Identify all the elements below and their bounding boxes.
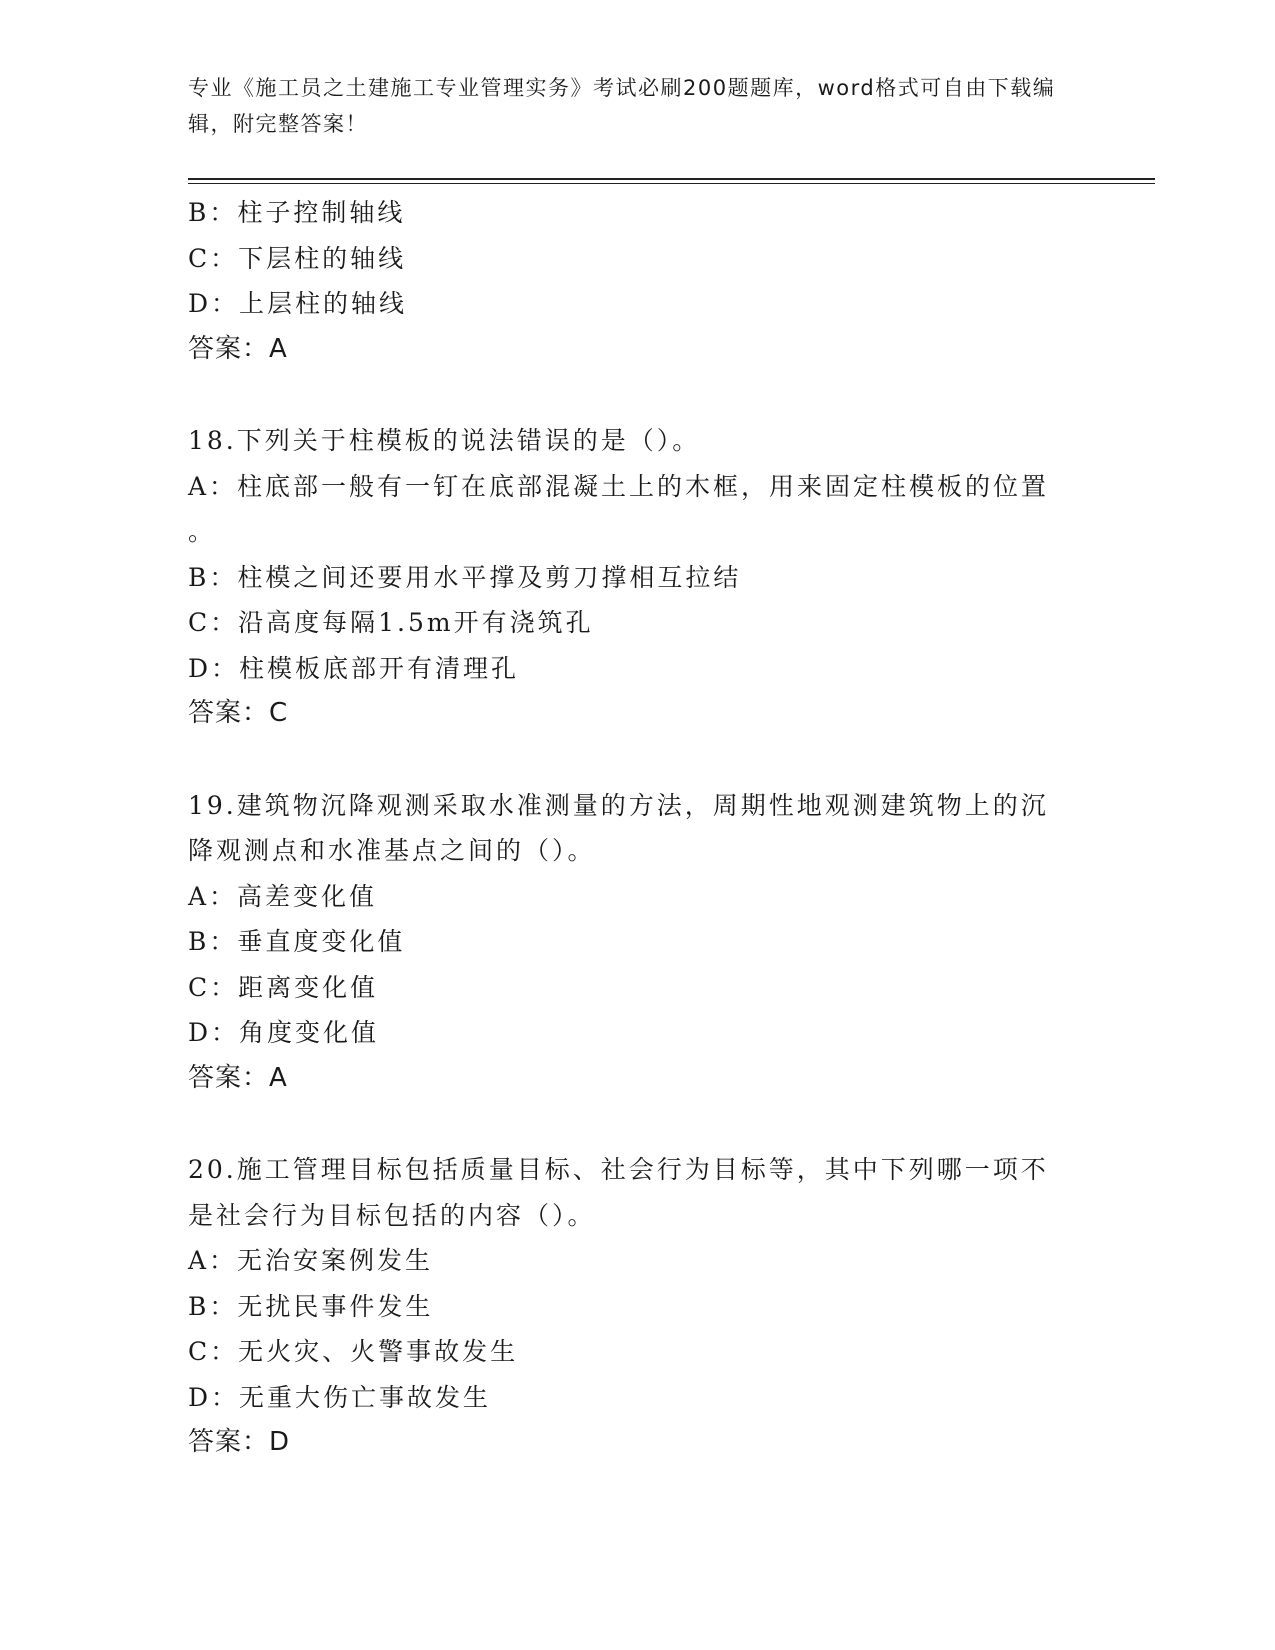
option-d: D：无重大伤亡事故发生 — [188, 1382, 492, 1412]
option-a: A：无治安案例发生 — [188, 1246, 434, 1275]
option-a: A：高差变化值 — [188, 881, 378, 911]
header-rule-thick — [188, 178, 1155, 180]
option-b: B：柱子控制轴线 — [188, 198, 406, 227]
header-rule-thin — [188, 183, 1155, 184]
option-c: C：下层柱的轴线 — [188, 243, 407, 273]
partial-question — [188, 190, 1088, 372]
document-body — [188, 190, 1088, 1466]
document-header — [188, 70, 1068, 142]
option-b: B：柱模之间还要用水平撑及剪刀撑相互拉结 — [188, 562, 742, 592]
question-stem-line-2: 是社会行为目标包括的内容（）。 — [188, 1200, 596, 1230]
question-stem-line-2: 降观测点和水准基点之间的（）。 — [188, 836, 596, 865]
answer-line: 答案：C — [188, 698, 289, 728]
question-20 — [188, 1147, 1088, 1466]
option-d: D：上层柱的轴线 — [188, 289, 408, 318]
option-b: B：垂直度变化值 — [188, 927, 406, 956]
answer-line: 答案：A — [188, 333, 288, 364]
option-d: D：柱模板底部开有清理孔 — [188, 653, 520, 683]
option-a: A：柱底部一般有一钉在底部混凝土上的木框，用来固定柱模板的位置 — [188, 471, 1050, 501]
answer-line: 答案：D — [188, 1427, 291, 1457]
question-stem-line-1: 19.建筑物沉降观测采取水准测量的方法，周期性地观测建筑物上的沉 — [188, 790, 1049, 820]
option-c: C：距离变化值 — [188, 972, 379, 1002]
option-d: D：角度变化值 — [188, 1018, 380, 1047]
option-c: C：无火灾、火警事故发生 — [188, 1337, 519, 1366]
option-b: B：无扰民事件发生 — [188, 1291, 434, 1321]
question-19 — [188, 783, 1088, 1102]
question-stem-line-1: 20.施工管理目标包括质量目标、社会行为目标等，其中下列哪一项不 — [188, 1155, 1049, 1184]
question-18 — [188, 418, 1088, 737]
option-a-continuation: 。 — [188, 517, 217, 546]
answer-line: 答案：A — [188, 1062, 288, 1093]
option-c: C：沿高度每隔1.5m开有浇筑孔 — [188, 608, 594, 637]
header-title: 专业《施工员之土建施工专业管理实务》考试必刷200题题库，word格式可自由下载编辑，附完整答案！ — [188, 76, 1056, 136]
question-stem: 18.下列关于柱模板的说法错误的是（）。 — [188, 426, 701, 455]
